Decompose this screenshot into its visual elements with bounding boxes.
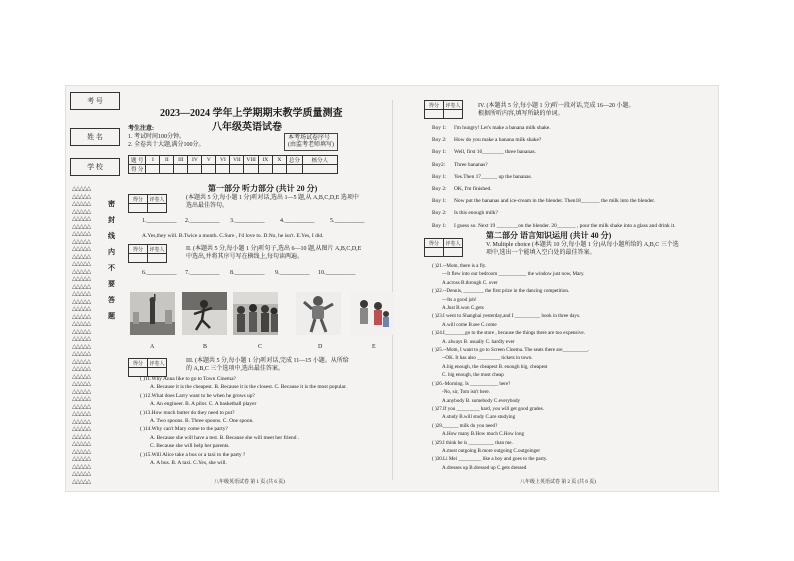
mc-line: ( )26.-Morning. Is ___________ here? (432, 380, 511, 387)
question-line: C. Because she will help her parents. (150, 443, 230, 450)
question-line: A. An engineer. B. A pilot. C. A basketball player (150, 401, 257, 408)
dialog-line: Boy 1: I guess so. Next 19 ________on the blender. 20_______ , pour the milk shake into a glass and drink it. (432, 222, 676, 229)
note-2: 2. 全卷共十大题,满分100分。 (128, 142, 205, 148)
seal-triangles: △△△△△ △△△△△ △△△△△ △△△△△ △△△△△ △△△△△ △△△△△ △△△△△ △△△△△ △△△△△ △△△△△ △△△△△ △△△△△ △△△△△ △△△△△ △△△△△ △△△△△ △△△△△ △△△△△ △△△△△ △△△△△ △△△△△ △△△△△ △△△△△ △△△△△ △△△△△ △△△△△ △△△△△ △△△△△ △△△△△ △△△△△ △△△△△ △△△△△ △△△△△ △△△△△ △△△△△ △△△△△ △△△△△ △△△△△ △△△△△ (72, 186, 91, 485)
dialog-line: Boy 1: I'm hungry! Let's make a banana milk shake. (432, 125, 551, 131)
sec4-instr-2: 根据所听内容,填写所缺的单词。 (478, 111, 564, 117)
pic-label-e: E (372, 344, 376, 350)
mc-line: ( )28.______ milk do you need? (432, 422, 498, 429)
mc-line: A.across B.through C. over (442, 279, 498, 286)
dialog-line: Boy 1: Now put the bananas and ice-cream in the blender. Then18_______ the milk into the blender. (432, 198, 656, 205)
notes-label: 考生注意: (128, 126, 154, 132)
page-2-footer: 八年级上英语试卷 第 2 页 (共 6 页) (520, 480, 596, 485)
grade-box-1: 得分 评卷人 (128, 194, 167, 213)
mc-line: --OK. It has also _________ tickets in town. (442, 355, 533, 362)
sec1-instr-2: 选出最佳答句。 (186, 203, 229, 209)
seat-number-box: 本考场试卷序号 (由监考老师填写) (284, 133, 338, 151)
mc-line: ( )29.I think he is __________ than me. (432, 439, 513, 446)
part2-heading: 第二部分 语言知识运用 (共计 40 分) (486, 231, 612, 240)
pic-label-b: B (203, 344, 208, 350)
blank-1[interactable]: 1.__________ (142, 218, 177, 224)
mc-line: ( )21.--Mom, there is a fly. (432, 263, 487, 269)
score-table: 题 号 I II III IV V VI VII VIII IX X 总分 核分人 得 分 (128, 155, 338, 174)
mc-line: —It flew into our bedroom ___________ the window just now, Mary. (442, 271, 585, 278)
name-box: 姓 名 (70, 128, 120, 146)
mc-line: A. always B. usually C. hardly ever (442, 338, 515, 345)
dialog-line: Boy 2: Is this enough milk? (432, 210, 498, 217)
pic-label-c: C (258, 344, 263, 350)
question-line: ( )15.Will Alice take a bus or a taxi to the party ? (140, 451, 246, 458)
mc-line: ( )27.If you _________ hard, you will get good grades. (432, 405, 545, 412)
exam-number-box: 考 号 (70, 92, 120, 110)
mc-line: A.will come B.see C.come (442, 321, 497, 328)
sec5-instr-2: 项中,选出一个能填入空白处的最佳答案。 (486, 250, 596, 256)
mc-line: —Its a good job! (442, 296, 477, 303)
pic-label-a: A (150, 344, 155, 350)
dialog-line: Boy 2: OK, I'm finished. (432, 186, 492, 193)
mc-line: ( )30.Li Mei _________ like a boy and goes to the party. (432, 456, 548, 463)
sec1-options: A.Yes,they will. B.Twice a month. C.Sure , I'd love to. D.No, he isn't. E.Yes, I did. (142, 233, 324, 239)
mc-line: ( )23.I went to Shanghai yesterday,and I __________ book in three days. (432, 313, 581, 320)
sec2-instr-2: 中选出,并将其序号写在横线上,每句读两遍。 (186, 254, 304, 260)
blank-9[interactable]: 9.__________ (275, 270, 310, 276)
mc-line: ( )25.--Mom, I want to go to Screen Cinema. The seats there are__________. (432, 347, 590, 354)
sec4-instr-1: IV. (本题共 5 分,每小题 1 分)听一段对话,完成 16—20 小题。 (478, 103, 635, 109)
seal-line-text: 密封线内不要答题 (108, 200, 115, 320)
dialog (432, 122, 675, 232)
picture-d-robot (296, 292, 341, 335)
mc-line: A.big enough, the cheapest B. enough big, cheapest (442, 363, 548, 370)
picture-c-crowd (233, 292, 278, 335)
sec1-instr-1: (本题共 5 分,每小题 1 分)听对话,选出 1—5 题,从 A,B,C,D,E 选项中 (186, 195, 359, 201)
blank-10[interactable]: 10.__________ (318, 270, 356, 276)
school-box: 学 校 (70, 158, 120, 176)
listening-questions (140, 375, 347, 467)
question-line: A. Because it is the cheapest. B. Because it is the closest. C. Because it is the most popular. (150, 384, 347, 391)
grade-box-3: 得分 评卷人 (128, 358, 167, 377)
sec3-instr-1: III. (本题共 5 分,每小题 1 分)听对话,完成 11—15 小题。从所给 (186, 358, 349, 364)
mc-line: -No, sir, Tom isn't here. (442, 389, 490, 396)
question-line: ( )12.What does Larry want to be when he grows up? (140, 392, 255, 399)
sec5-instr-1: V. Multiple choice (本题共 10 分,每小题 1 分)从每小题所给的 A,B,C 三个选 (486, 242, 679, 248)
mc-line: A.How many B.How much C.How long (442, 431, 525, 438)
multiple-choice-questions (432, 262, 589, 472)
blank-2[interactable]: 2.__________ (185, 218, 220, 224)
mc-line: A.anybody B. somebody C.everybody (442, 397, 521, 404)
page-1-footer: 八年级英语试卷 第 1 页 (共 6 页) (214, 480, 285, 485)
dialog-line: Boy 1: Yes.Then 17______ up the bananas. (432, 173, 532, 180)
grade-box-5: 得分 评卷人 (424, 238, 463, 257)
exam-subtitle: 八年级英语试卷 (212, 122, 282, 133)
mc-line: A.Just B.won C.gets (442, 305, 484, 312)
question-line: ( )13.How much butter do they need to put? (140, 409, 235, 416)
part1-heading: 第一部分 听力部分 (共计 20 分) (208, 184, 318, 193)
binding-strip (66, 86, 122, 491)
question-line: A. Because she will have a test. B. Because she will meet her friend . (150, 434, 300, 441)
grade-box-2: 得分 评卷人 (128, 244, 167, 263)
blank-6[interactable]: 6.__________ (142, 270, 177, 276)
dialog-line: Boy 2: How do you make a banana milk shake? (432, 137, 542, 144)
question-line: ( )14.Why can't Mary come to the party? (140, 426, 228, 433)
question-line: A. Two spoons. B. Three spoons. C. One spoon. (150, 418, 254, 425)
blank-4[interactable]: 4.__________ (280, 218, 315, 224)
blank-3[interactable]: 3.__________ (230, 218, 265, 224)
question-line: A. A bus. B. A taxi. C.Yes, she will. (150, 460, 227, 467)
mc-line: A.most outgoing B.more outgoing C.outgoinger (442, 447, 541, 454)
mc-line: ( )24.I________go to the store , because the things there are too expensive. (432, 330, 585, 337)
grade-box-4: 得分 评卷人 (424, 100, 463, 119)
blank-5[interactable]: 5.__________ (330, 218, 365, 224)
page-divider (392, 100, 393, 480)
mc-line: ( )22.--Dennis, ________ the first prize in the dancing competition. (432, 288, 570, 295)
sec3-instr-2: 的 A,B,C 三个选项中,选出最佳答案。 (186, 366, 284, 372)
blank-8[interactable]: 8.__________ (230, 270, 265, 276)
pic-label-d: D (318, 344, 323, 350)
dialog-line: Boy 1: Well, first 16________ three bananas. (432, 149, 536, 156)
question-line: ( )11.Why Anna like to go to Town Cinema? (140, 376, 236, 382)
note-1: 1. 考试时间100分钟。 (128, 134, 186, 140)
exam-title: 2023—2024 学年上学期期末教学质量测查 (160, 108, 343, 119)
picture-b-runner (182, 292, 227, 335)
sec2-instr-1: II. (本题共 5 分,每小题 1 分)听句子,选出 6—10 题,从图片 A,B,C,D,E (186, 246, 362, 252)
blank-7[interactable]: 7.__________ (185, 270, 220, 276)
dialog-line: Boy2: Three bananas? (432, 161, 488, 168)
mc-line: A.study B.will study C.are studying (442, 414, 516, 421)
mc-line: C. big enough, the most cheap (442, 372, 504, 379)
picture-e-family (350, 292, 395, 335)
mc-line: A.dresses up B.dressed up C.gets dressed (442, 464, 527, 471)
picture-a-statue-of-liberty (130, 292, 175, 335)
